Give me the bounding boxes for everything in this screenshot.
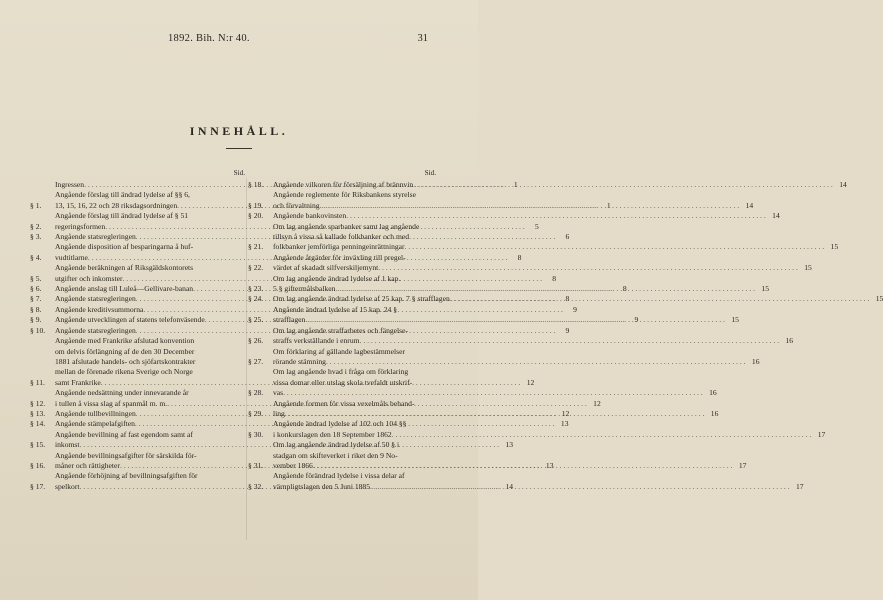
section-number: § 13.	[30, 408, 46, 418]
entry-line-text: 5 § giftermålsbalken	[273, 284, 336, 294]
entry-text	[273, 440, 732, 471]
entry-page-number: 1	[606, 200, 611, 210]
entry-line: Om lag angående ändrad lydelse af 50 § i	[273, 440, 400, 450]
section-number: § 2.	[30, 221, 42, 231]
entry-line	[273, 315, 725, 325]
entry-line-text: Angående bankovinsten	[273, 211, 347, 221]
entry-page-number: 15	[761, 284, 769, 294]
entry-line-text: straffs verkställande i enrum	[273, 336, 360, 346]
sid-label: Sid.	[233, 169, 245, 177]
entry-line	[273, 388, 703, 398]
entry-page-number: 8	[552, 273, 557, 283]
entry-page-number: 14	[839, 180, 847, 189]
entry-line-text: strafflagen	[273, 315, 306, 325]
entry-line: Angående förslag till ändrad lydelse af § 51	[55, 211, 189, 221]
toc-entry	[248, 211, 780, 221]
entry-line-text: och förvaltning	[273, 200, 320, 210]
entry-line: 1881 afslutade handels- och sjöfartskontrakter	[55, 356, 196, 366]
entry-page-number: 12	[526, 377, 535, 387]
entry-line-text: Angående anslag till Luleå—Gellivare-banan	[55, 284, 194, 294]
entry-line-text: ling	[273, 408, 285, 418]
entry-line	[273, 336, 779, 346]
entry-line: mellan de förenade rikena Sverige och Norge	[55, 367, 193, 377]
entry-page-number: 6	[565, 232, 570, 242]
leader-dots	[413, 180, 833, 190]
section-number: § 27.	[248, 356, 264, 366]
section-number: § 7.	[30, 294, 42, 304]
leader-dots	[405, 242, 825, 252]
entry-line	[273, 211, 766, 221]
entry-line	[273, 409, 704, 419]
section-number: § 6.	[30, 284, 42, 294]
entry-text	[273, 471, 790, 492]
section-number: § 29.	[248, 408, 264, 418]
entry-page-number: 12	[593, 398, 601, 408]
entry-line-text: värdet af skadadt silfverskiljemynt	[273, 263, 379, 273]
entry-page-number: 17	[738, 460, 747, 470]
toc-entry	[248, 294, 883, 304]
section-number: § 31.	[248, 460, 264, 470]
section-number: § 15.	[30, 440, 46, 450]
entry-line-text: Angående utvecklingen af statens telefonväsende	[55, 315, 205, 325]
entry-line	[273, 180, 833, 190]
entry-line: vissa domar eller utslag skola tvefaldt utskrif-	[273, 377, 413, 387]
leader-dots	[283, 388, 703, 398]
section-number: § 22.	[248, 263, 264, 273]
entry-line: Om förklaring af gällande lagbestämmelser	[273, 346, 405, 356]
toc-entry	[248, 304, 739, 326]
section-number: § 32.	[248, 481, 264, 491]
entry-line	[273, 242, 824, 252]
entry-line: Angående med Frankrike afslutad konvention	[55, 336, 195, 346]
entry-page-number: 16	[785, 336, 794, 346]
entry-line: Om lag angående sparbanker samt lag angående	[273, 221, 420, 231]
leader-dots	[305, 315, 725, 325]
section-number: § 26.	[248, 336, 264, 346]
entry-line: Om lag angående hvad i fråga om förklaring	[273, 367, 409, 377]
section-number: § 11.	[30, 377, 45, 387]
section-number: § 30.	[248, 429, 264, 439]
section-number: § 24.	[248, 294, 264, 304]
entry-line: Angående beräkningen af Riksgäldskontorets	[55, 263, 194, 273]
entry-line	[273, 430, 811, 440]
entry-line: Angående förändrad lydelse i vissa delar af	[273, 471, 405, 481]
entry-text	[273, 419, 811, 440]
section-number: § 1.	[30, 200, 42, 210]
entry-page-number: 15	[804, 263, 812, 273]
entry-line: Angående förslag till ändrad lydelse af §§ 6,	[55, 190, 190, 200]
entry-line-text: Angående vilkoren för försäljning af brännvin	[273, 180, 414, 189]
entry-line	[273, 201, 739, 211]
section-number: § 9.	[30, 315, 42, 325]
entry-line-text: rörande stämning	[273, 356, 326, 366]
entry-text	[273, 294, 869, 304]
entry-line: Om lag angående straffarbetes och fängelse-	[273, 325, 409, 335]
entry-page-number: 13	[560, 419, 569, 429]
entry-text	[273, 367, 703, 398]
section-number: § 12.	[30, 398, 46, 408]
entry-text	[273, 253, 798, 274]
entry-page-number: 14	[505, 481, 514, 491]
section-number: § 18.	[248, 180, 264, 189]
entry-line: Angående bevillningsafgifter för särskilda för-	[55, 450, 197, 460]
entry-page-number: 9	[634, 315, 639, 325]
entry-line: Angående åtgärder för inväxling till pregel-	[273, 252, 406, 262]
section-number: § 3.	[30, 232, 42, 242]
entry-line: Angående ändrad lydelse af 15 kap. 24 §	[273, 304, 397, 314]
section-number: § 5.	[30, 273, 42, 283]
entry-line-text: spelkort	[55, 481, 80, 491]
entry-text	[273, 180, 833, 190]
toc-entry	[248, 325, 794, 347]
sid-label: Sid.	[424, 169, 436, 177]
entry-line-text: inkomst	[55, 440, 80, 450]
entry-line: Om lag angående ändrad lydelse af 1 kap.	[273, 273, 401, 283]
section-number: § 14.	[30, 419, 46, 429]
entry-line-text: 13, 15, 16, 22 och 28 riksdagsordningen	[55, 200, 178, 210]
entry-line	[273, 461, 732, 471]
leader-dots	[313, 461, 733, 471]
header-citation: 1892. Bih. N:r 40.	[168, 33, 250, 44]
entry-text	[273, 274, 755, 295]
entry-line-text: Angående stämpelafgiften	[55, 419, 135, 429]
toc-entry	[248, 221, 839, 253]
page-number: 31	[417, 33, 428, 44]
toc-entry	[248, 273, 769, 295]
section-number: § 16.	[30, 460, 46, 470]
section-number: § 8.	[30, 304, 42, 314]
entry-page-number: 9	[565, 325, 570, 335]
leader-dots	[450, 294, 870, 304]
entry-page-number: 13	[505, 440, 514, 450]
leader-dots	[370, 482, 790, 492]
entry-line-text: regeringsformen	[55, 221, 106, 231]
section-number: § 19.	[248, 200, 264, 210]
entry-line-text: i konkurslagen den 18 September 1862	[273, 429, 392, 439]
leader-dots	[392, 430, 812, 440]
entry-page-number: 14	[745, 200, 754, 210]
entry-line	[273, 284, 755, 294]
leader-dots	[360, 336, 780, 346]
entry-text	[273, 347, 746, 368]
entry-line: Angående bevillning af fast egendom samt af	[55, 429, 193, 439]
section-number: § 4.	[30, 252, 42, 262]
entry-page-number: 12	[561, 408, 570, 418]
section-number: § 21.	[248, 242, 264, 252]
toc-entry	[248, 180, 847, 190]
entry-page-number: 8	[565, 294, 570, 304]
entry-page-number: 16	[709, 388, 717, 398]
entry-line-text: Angående statsregleringen	[55, 232, 136, 242]
entry-text	[273, 222, 824, 253]
page-title: INNEHÅLL.	[189, 124, 289, 138]
entry-page-number: 15	[731, 315, 739, 325]
entry-line-text: Angående statsregleringen	[55, 294, 136, 304]
entry-line: Angående disposition af besparingarna å huf-	[55, 242, 194, 252]
entry-text	[273, 326, 779, 347]
entry-page-number: 8	[517, 252, 522, 262]
entry-page-number: 1	[513, 180, 518, 189]
entry-page-number: 17	[796, 481, 804, 491]
toc-entry	[248, 346, 760, 368]
section-number: § 25.	[248, 315, 264, 325]
entry-page-number: 17	[817, 429, 826, 439]
entry-page-number: 9	[573, 304, 577, 314]
entry-line	[273, 482, 790, 492]
leader-dots	[346, 211, 766, 221]
entry-text	[273, 305, 725, 326]
title-rule	[226, 148, 252, 149]
entry-line-text: måner och rättigheter	[55, 460, 120, 470]
toc-entry	[248, 252, 812, 274]
entry-page-number: 16	[751, 356, 760, 366]
section-number: § 20.	[248, 211, 264, 221]
entry-line-text: Om lag angående ändrad lydelse af 25 kap. 7 § strafflagen	[273, 294, 450, 304]
leader-dots	[320, 201, 740, 211]
entry-line-text: Ingressen	[55, 180, 85, 189]
entry-line: Angående reglemente för Riksbankens styrelse	[273, 190, 416, 200]
entry-line-text: samt Frankrike	[55, 377, 101, 387]
entry-page-number: 15	[830, 242, 839, 252]
entry-page-number: 16	[710, 408, 719, 418]
section-number: § 28.	[248, 388, 264, 398]
section-number: § 10.	[30, 325, 46, 335]
entry-line: om delvis förlängning af de den 30 December	[55, 346, 195, 356]
entry-page-number: 15	[875, 294, 883, 304]
entry-line: Angående formen för vissa vexelmåls behand-	[273, 398, 415, 408]
toc-entry	[248, 190, 754, 211]
entry-text	[273, 211, 766, 221]
entry-line-text: vember 1866	[273, 460, 313, 470]
section-number: § 17.	[30, 481, 46, 491]
entry-line-text: folkbanker jemförliga penningeinrättningar	[273, 242, 405, 252]
entry-line-text: utgifter och inkomster	[55, 273, 123, 283]
entry-line: Angående nedsättning under innevarande år	[55, 388, 189, 398]
entry-line-text: Angående tullbevillningen	[55, 408, 136, 418]
entry-page-number: 8	[622, 284, 627, 294]
leader-dots	[326, 357, 746, 367]
entry-line	[273, 263, 798, 273]
entry-text	[273, 190, 739, 211]
entry-text	[273, 399, 704, 420]
entry-line	[273, 294, 869, 304]
leader-dots	[285, 409, 705, 419]
entry-line-text: i tullen å vissa slag af spanmål m. m.	[55, 398, 168, 408]
entry-page-number: 5	[534, 221, 539, 231]
entry-line	[273, 357, 746, 367]
entry-line-text: Angående statsregleringen	[55, 325, 136, 335]
running-header	[0, 33, 478, 47]
entry-page-number: 13	[545, 460, 554, 470]
entry-line: Angående ändrad lydelse af 102 och 104 §§	[273, 419, 407, 429]
entry-page-number: 14	[772, 211, 780, 221]
entry-line-text: vas	[273, 388, 284, 398]
entry-line-text: värnpligtslagen den 5 Juni 1885	[273, 481, 371, 491]
entry-line: Angående förhöjning af bevillningsafgiften för	[55, 471, 198, 481]
entry-line-text: Angående kreditivsummorna	[55, 304, 144, 314]
entry-line: tillsyn å vissa så kallade folkbanker och med	[273, 232, 410, 242]
leader-dots	[378, 263, 798, 273]
leader-dots	[335, 284, 755, 294]
entry-line-text: vudtitlarne	[55, 252, 88, 262]
entry-line: stadgan om skifteverket i riket den 9 No-	[273, 450, 398, 460]
section-number: § 23.	[248, 284, 264, 294]
